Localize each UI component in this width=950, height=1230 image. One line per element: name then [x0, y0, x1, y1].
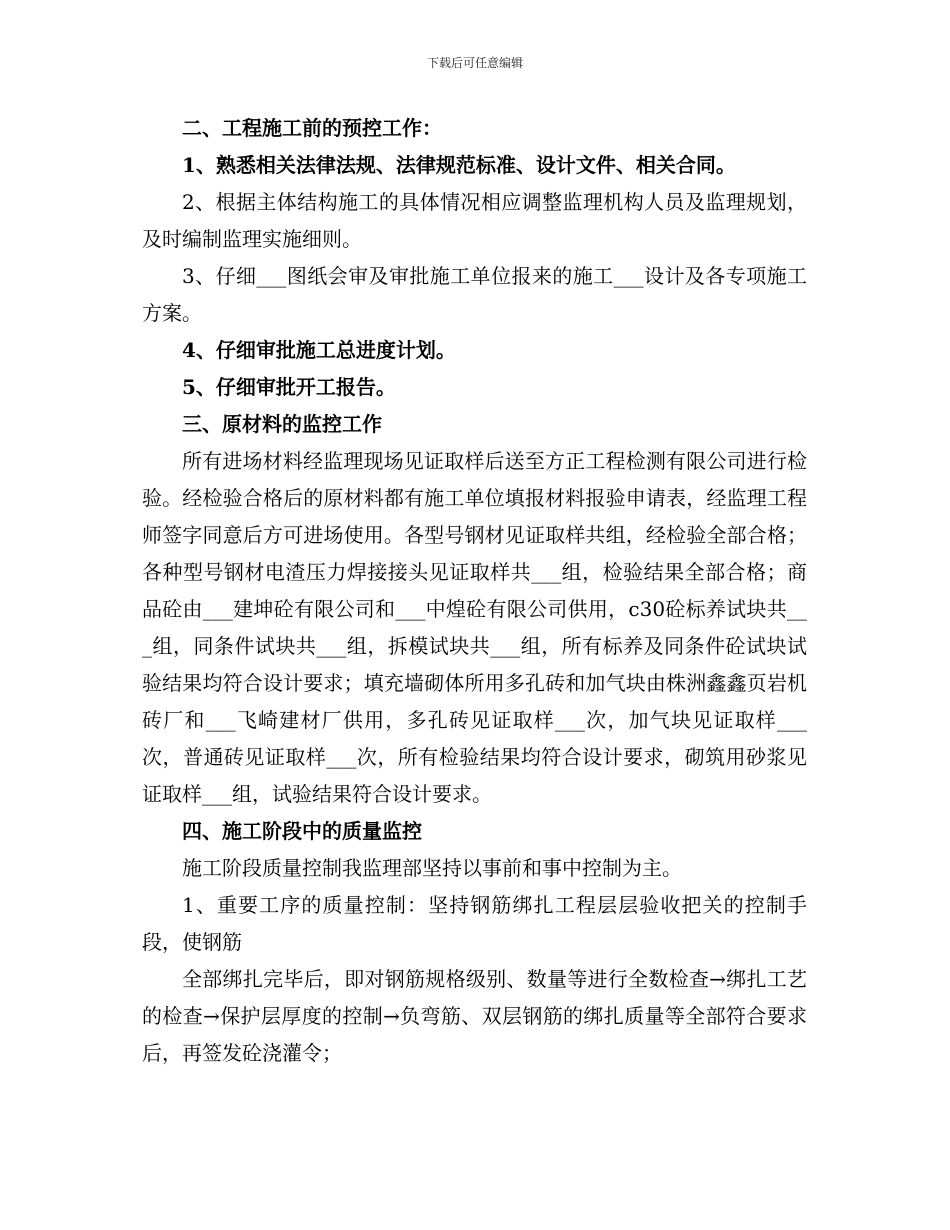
section-heading-3: 三、原材料的监控工作 [182, 412, 382, 436]
list-item-4: 4、仔细审批施工总进度计划。 [182, 338, 456, 362]
key-process-control: 1、重要工序的质量控制：坚持钢筋绑扎工程层层验收把关的控制手段，使钢筋 [142, 893, 807, 954]
section-heading-4: 四、施工阶段中的质量监控 [182, 819, 422, 843]
materials-paragraph: 所有进场材料经监理现场见证取样后送至方正工程检测有限公司进行检验。经检验合格后的原材料都有施工单位填报材料报验申请表，经监理工程师签字同意后方可进场使用。各型号钢材见证取样共组，经检验全部合格；各种型号钢材电渣压力焊接接头见证取样共___组，检验结果全部合格；商品砼由___建坤砼有限公司和___中煌砼有限公司供用，c30砼标养试块共___组，同条件试块共___组，拆模试块共___组，所有标养及同条件砼试块试验结果均符合设计要求；填充墙砌体所用多孔砖和加气块由株洲鑫鑫页岩机砖厂和___飞崎建材厂供用，多孔砖见证取样___次，加气块见证取样___次，普通砖见证取样___次，所有检验结果均符合设计要求，砌筑用砂浆见证取样___组，试验结果符合设计要求。 [142, 449, 807, 806]
section-heading-2: 二、工程施工前的预控工作： [182, 116, 442, 140]
list-item-2: 2、根据主体结构施工的具体情况相应调整监理机构人员及监理规划，及时编制监理实施细则。 [142, 190, 807, 251]
page-header: 下载后可任意编辑 [426, 56, 523, 70]
document-body [142, 110, 807, 1072]
list-item-3: 3、仔细___图纸会审及审批施工单位报来的施工___设计及各专项施工方案。 [142, 264, 807, 325]
list-item-5: 5、仔细审批开工报告。 [182, 375, 396, 399]
list-item-1: 1、熟悉相关法律法规、法律规范标准、设计文件、相关合同。 [182, 153, 736, 177]
quality-control-intro: 施工阶段质量控制我监理部坚持以事前和事中控制为主。 [182, 856, 682, 880]
rebar-inspection-paragraph: 全部绑扎完毕后，即对钢筋规格级别、数量等进行全数检查→绑扎工艺的检查→保护层厚度的控制→负弯筋、双层钢筋的绑扎质量等全部符合要求后，再签发砼浇灌令； [142, 967, 807, 1065]
